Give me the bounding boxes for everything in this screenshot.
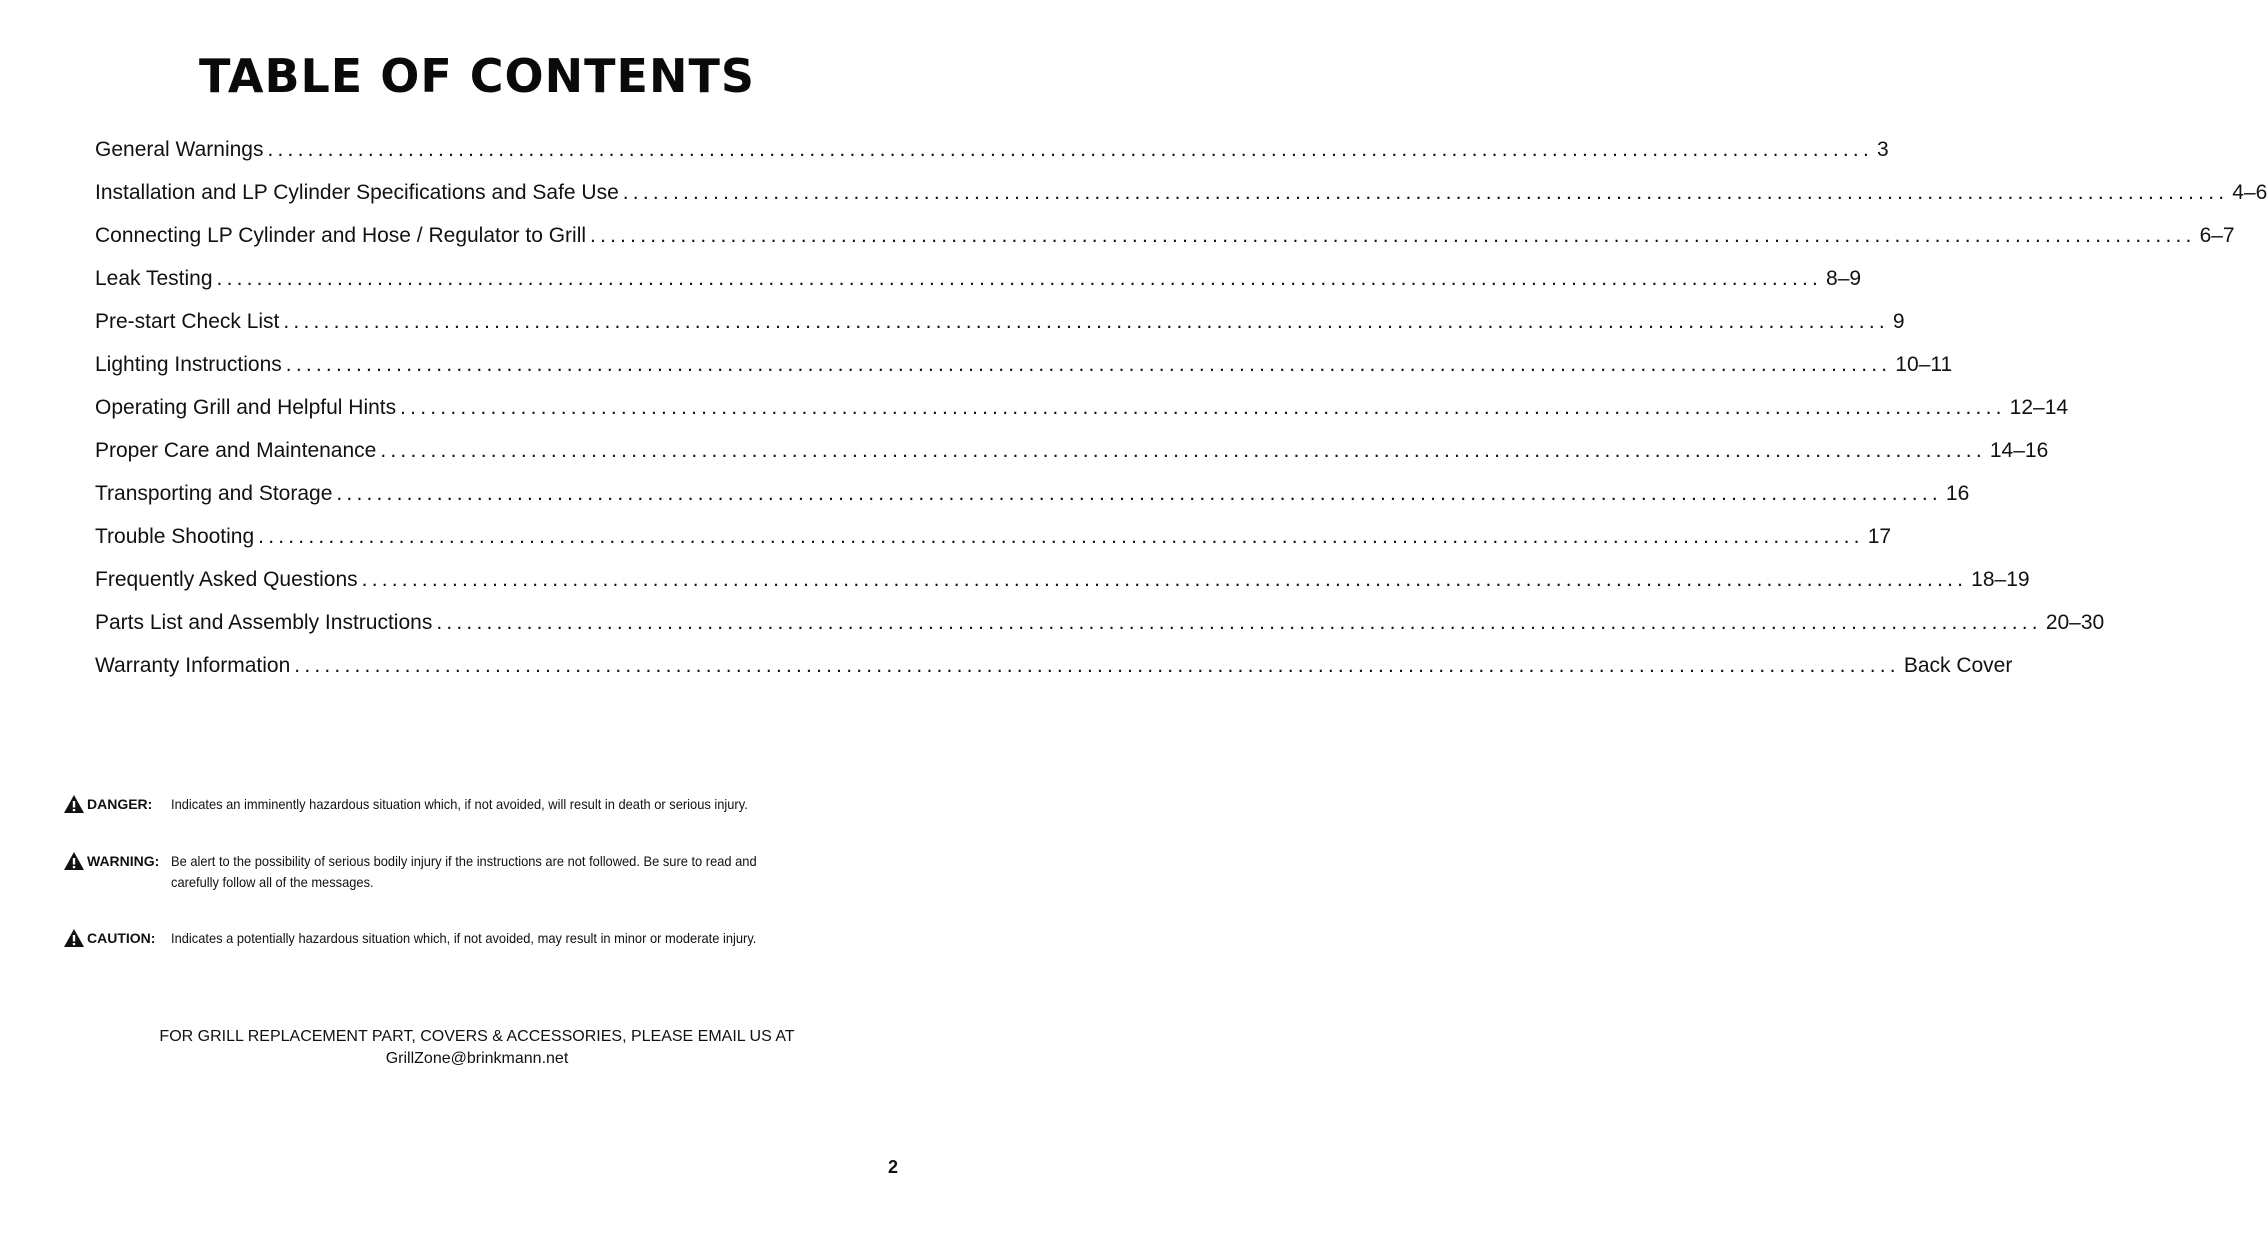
toc-entry xyxy=(95,558,2030,601)
toc-entry xyxy=(95,515,1892,558)
toc-dot-leader: ................................................................................................................................................................ xyxy=(216,267,1823,290)
toc-entry-label: Transporting and Storage xyxy=(95,482,333,505)
toc-entry xyxy=(95,128,1889,171)
toc-entry xyxy=(95,429,2049,472)
toc-entry xyxy=(95,386,2069,429)
toc-entry xyxy=(95,171,2267,214)
toc-dot-leader: ................................................................................................................................................................ xyxy=(267,138,1873,161)
toc-entry-label: Installation and LP Cylinder Specifications and Safe Use xyxy=(95,181,619,204)
toc-dot-leader: ................................................................................................................................................................ xyxy=(400,396,2006,419)
contact-info xyxy=(0,1026,954,1070)
contact-email: GrillZone@brinkmann.net xyxy=(385,1050,569,1067)
toc-dot-leader: ................................................................................................................................................................ xyxy=(361,568,1968,591)
toc-dot-leader: ................................................................................................................................................................ xyxy=(590,224,2196,247)
page-number: 2 xyxy=(887,1157,898,1177)
toc-entry xyxy=(95,644,2013,687)
notice-label: WARNING: xyxy=(87,853,160,869)
toc-entry-page: 6–7 xyxy=(2199,224,2235,247)
toc-entry-page: 8–9 xyxy=(1826,267,1862,290)
notice-warning xyxy=(63,851,853,893)
notice-heading xyxy=(63,928,171,949)
contact-line: FOR GRILL REPLACEMENT PART, COVERS & ACCESSORIES, PLEASE EMAIL US AT xyxy=(159,1028,795,1045)
notice-label: CAUTION: xyxy=(87,930,156,946)
toc-entry xyxy=(95,343,1953,386)
toc-entry-label: Lighting Instructions xyxy=(95,353,282,376)
toc-entry-label: General Warnings xyxy=(95,138,264,161)
toc-entry-page: 17 xyxy=(1867,525,1892,548)
toc-entry xyxy=(95,601,2105,644)
notice-danger xyxy=(63,794,853,815)
toc-entry-label: Pre-start Check List xyxy=(95,310,280,333)
toc-entry-page: 16 xyxy=(1945,482,1970,505)
toc-entry-page: 12–14 xyxy=(2009,396,2069,419)
toc-entry xyxy=(95,300,1905,343)
notice-heading xyxy=(63,794,171,815)
toc-entry xyxy=(95,257,1862,300)
toc-entry-label: Trouble Shooting xyxy=(95,525,255,548)
page-title: TABLE OF CONTENTS xyxy=(199,49,755,103)
toc-entry-label: Proper Care and Maintenance xyxy=(95,439,377,462)
toc-dot-leader: ................................................................................................................................................................ xyxy=(380,439,1986,462)
toc-entry-page: 4–6 xyxy=(2232,181,2267,204)
toc-dot-leader: ................................................................................................................................................................ xyxy=(436,611,2042,634)
notice-caution xyxy=(63,928,853,949)
notice-label: DANGER: xyxy=(87,796,153,812)
toc-entry-label: Operating Grill and Helpful Hints xyxy=(95,396,397,419)
toc-dot-leader: ................................................................................................................................................................ xyxy=(336,482,1942,505)
warning-triangle-icon xyxy=(63,851,85,871)
toc-entry-page: 3 xyxy=(1876,138,1889,161)
toc-entry-label: Warranty Information xyxy=(95,654,291,677)
notice-text: Indicates a potentially hazardous situation which, if not avoided, may result in minor or moderate injury. xyxy=(171,930,757,946)
toc-entry-page: 14–16 xyxy=(1989,439,2049,462)
toc-entry-page: Back Cover xyxy=(1903,654,2013,677)
toc-dot-leader: ................................................................................................................................................................ xyxy=(258,525,1864,548)
table-of-contents xyxy=(95,128,2267,687)
toc-entry-label: Frequently Asked Questions xyxy=(95,568,358,591)
notice-text: Be alert to the possibility of serious bodily injury if the instructions are not followed. Be sure to read and carefully follow all of the messages. xyxy=(171,853,757,890)
toc-dot-leader: ................................................................................................................................................................ xyxy=(285,353,1892,376)
toc-dot-leader: ................................................................................................................................................................ xyxy=(622,181,2229,204)
toc-entry-page: 20–30 xyxy=(2045,611,2105,634)
toc-dot-leader: ................................................................................................................................................................ xyxy=(283,310,1889,333)
toc-dot-leader: ................................................................................................................................................................ xyxy=(294,654,1900,677)
toc-entry-label: Connecting LP Cylinder and Hose / Regulator to Grill xyxy=(95,224,587,247)
notice-text: Indicates an imminently hazardous situation which, if not avoided, will result in death or serious injury. xyxy=(171,796,748,812)
toc-entry xyxy=(95,214,2235,257)
toc-entry-page: 9 xyxy=(1892,310,1905,333)
notice-heading xyxy=(63,851,171,893)
warning-triangle-icon xyxy=(63,794,85,814)
toc-entry-label: Leak Testing xyxy=(95,267,213,290)
toc-entry-page: 10–11 xyxy=(1895,353,1953,376)
toc-entry xyxy=(95,472,1970,515)
toc-entry-label: Parts List and Assembly Instructions xyxy=(95,611,433,634)
toc-entry-page: 18–19 xyxy=(1971,568,2030,591)
warning-triangle-icon xyxy=(63,928,85,948)
